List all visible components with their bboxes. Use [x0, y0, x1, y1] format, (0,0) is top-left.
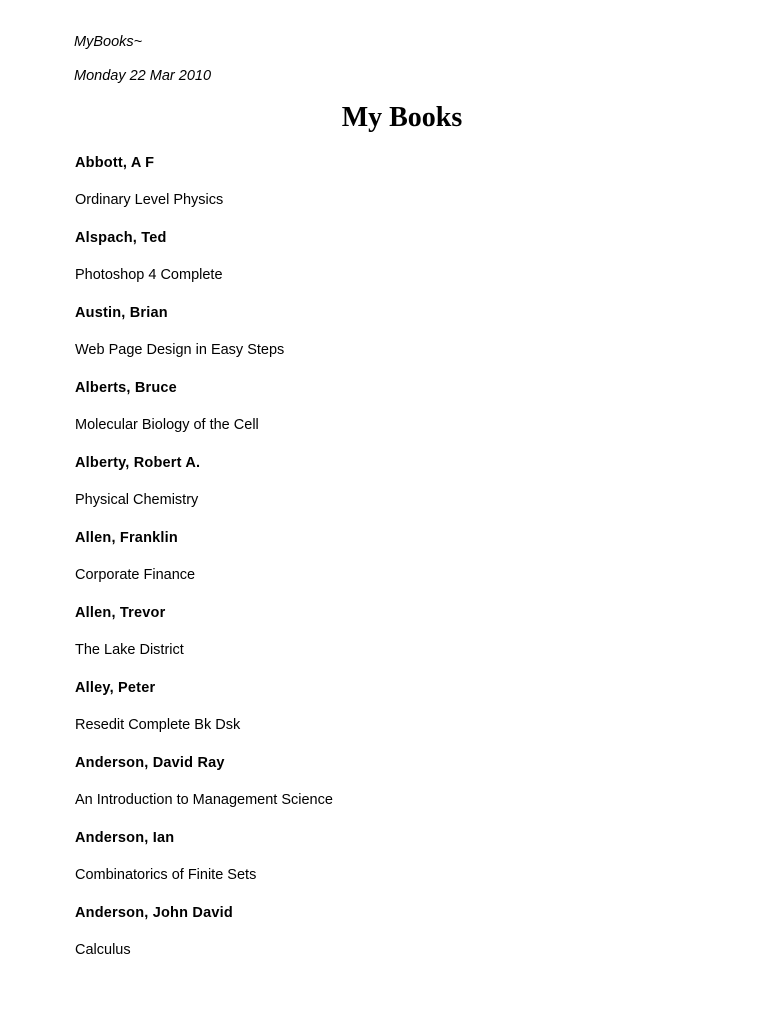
book-entry — [75, 903, 715, 978]
book-title: Molecular Biology of the Cell — [75, 417, 259, 433]
book-title: Corporate Finance — [75, 567, 196, 583]
book-author: Alberty, Robert A. — [75, 455, 201, 471]
book-author: Anderson, Ian — [75, 830, 175, 846]
book-entry — [75, 228, 715, 303]
page-date: Monday 22 Mar 2010 — [74, 68, 212, 84]
book-author: Alberts, Bruce — [75, 380, 177, 396]
book-entry — [75, 303, 715, 378]
book-title: Physical Chemistry — [75, 492, 199, 508]
book-entry — [75, 528, 715, 603]
book-author: Anderson, David Ray — [75, 755, 225, 771]
book-author: Allen, Franklin — [75, 530, 178, 546]
book-author: Alspach, Ted — [75, 230, 167, 246]
site-name: MyBooks~ — [74, 34, 143, 50]
book-title: Calculus — [75, 942, 131, 958]
book-entry — [75, 603, 715, 678]
page-title: My Books — [341, 102, 463, 133]
book-title: An Introduction to Management Science — [75, 792, 333, 808]
book-author: Alley, Peter — [75, 680, 156, 696]
book-entry — [75, 153, 715, 228]
book-title: Web Page Design in Easy Steps — [75, 342, 285, 358]
book-entry — [75, 453, 715, 528]
book-title: The Lake District — [75, 642, 184, 658]
book-author: Anderson, John David — [75, 905, 233, 921]
book-title: Combinatorics of Finite Sets — [75, 867, 257, 883]
book-entry — [75, 378, 715, 453]
book-author: Abbott, A F — [75, 155, 155, 171]
book-list — [75, 153, 715, 978]
book-entry — [75, 828, 715, 903]
book-title: Photoshop 4 Complete — [75, 267, 223, 283]
book-entry — [75, 678, 715, 753]
book-title: Resedit Complete Bk Dsk — [75, 717, 241, 733]
book-author: Austin, Brian — [75, 305, 168, 321]
book-title: Ordinary Level Physics — [75, 192, 224, 208]
book-author: Allen, Trevor — [75, 605, 166, 621]
book-entry — [75, 753, 715, 828]
